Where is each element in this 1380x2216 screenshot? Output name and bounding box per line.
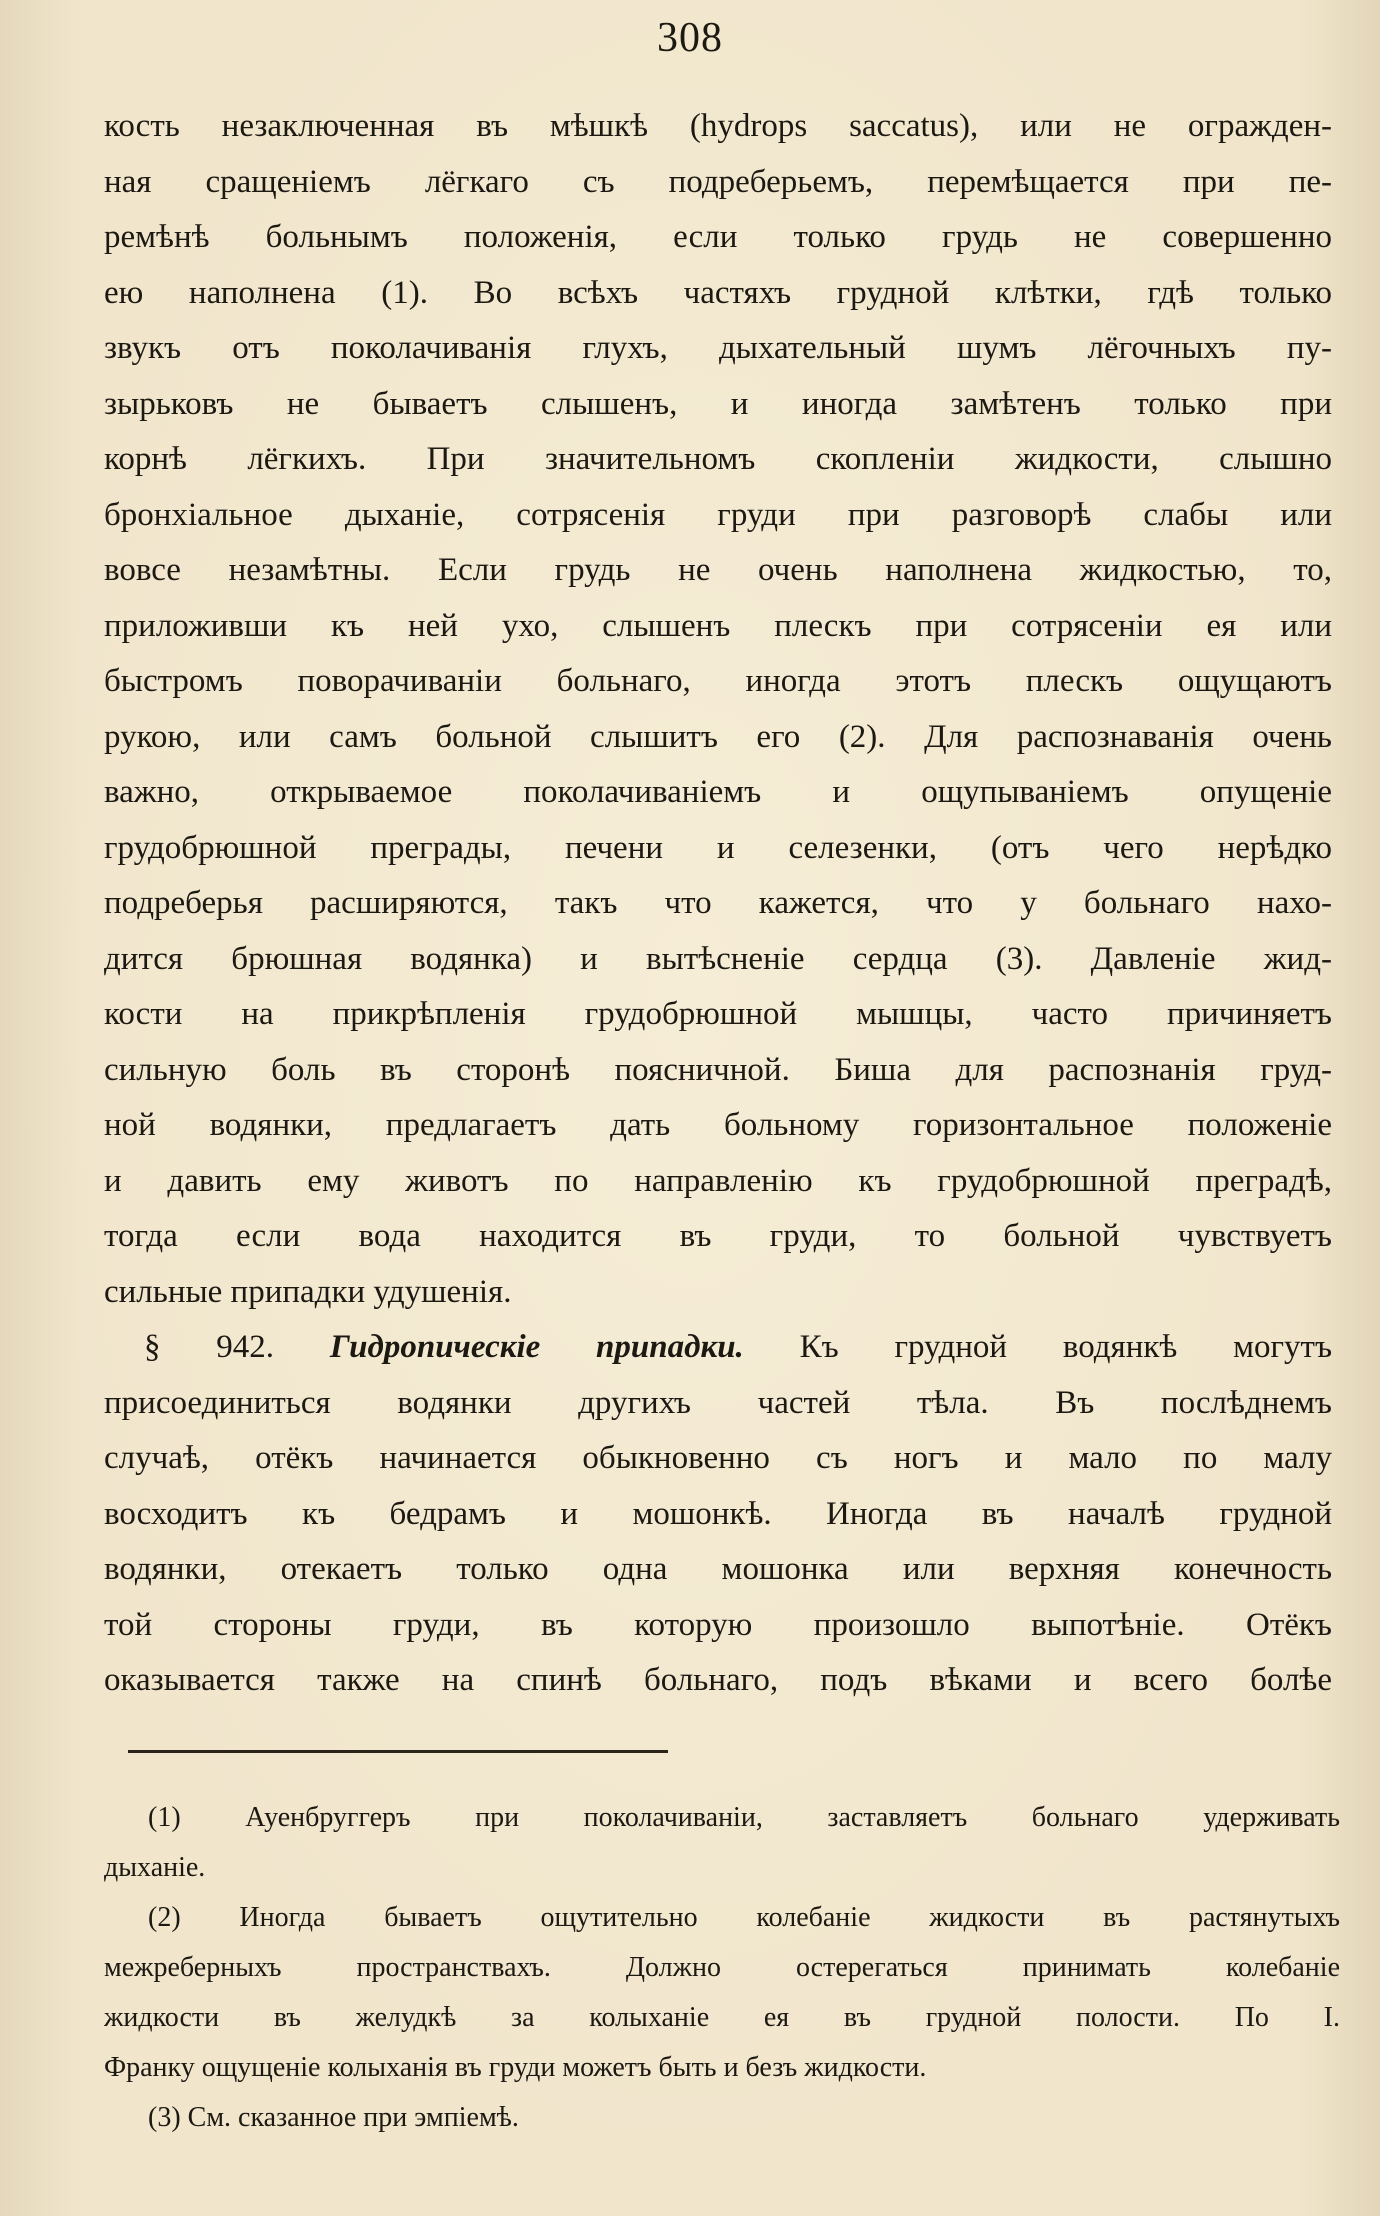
text-line: подреберья расширяются, такъ что кажется, что у больнаго нахо- [104,885,1332,921]
text-line: ею наполнена (1). Во всѣхъ частяхъ грудной клѣтки, гдѣ только [104,274,1332,311]
text-line: грудобрюшной преграды, печени и селезенки, (отъ чего нерѣдко [104,829,1332,866]
section-heading: Гидропическіе припадки. [329,1329,744,1365]
text-line: важно, открываемое поколачиваніемъ и ощупываніемъ опущеніе [104,774,1332,810]
footnote-line: (3) См. сказанное при эмпіемѣ. [148,2102,519,2133]
text-line: ремѣнѣ больнымъ положенія, если только грудь не совершенно [104,219,1332,255]
text-line: тогда если вода находится въ груди, то больной чувствуетъ [104,1218,1332,1254]
text-line: водянки, отекаетъ только одна мошонка или верхняя конечность [104,1551,1332,1587]
text-line: ной водянки, предлагаетъ дать больному горизонтальное положеніе [104,1107,1332,1143]
section-mark: § 942. [144,1329,275,1365]
footnote-rule [128,1750,668,1753]
footnote-line: (2) Иногда бываетъ ощутительно колебаніе жидкости въ растянутыхъ [148,1902,1340,1933]
text-line: оказывается также на спинѣ больнаго, подъ вѣками и всего болѣе [104,1662,1332,1698]
text-line: восходитъ къ бедрамъ и мошонкѣ. Иногда въ началѣ грудной [104,1495,1332,1532]
footnote-line: (1) Ауенбруггеръ при поколачиваніи, заставляетъ больнаго удерживать [148,1802,1340,1833]
text-line: быстромъ поворачиваніи больнаго, иногда этотъ плескъ ощущаютъ [104,663,1332,699]
text-line: кость незаключенная въ мѣшкѣ (hydrops saccatus), или не огражден- [104,108,1332,144]
text-line: сильные припадки удушенія. [104,1273,512,1310]
section-first-line [104,1320,1332,1376]
section-first-line-text: Къ грудной водянкѣ могутъ [799,1329,1332,1365]
text-line: случаѣ, отёкъ начинается обыкновенно съ ногъ и мало по малу [104,1440,1332,1476]
footnote-line: жидкости въ желудкѣ за колыханіе ея въ грудной полости. По І. [104,2002,1340,2033]
text-line: вовсе незамѣтны. Если грудь не очень наполнена жидкостью, то, [104,552,1332,588]
footnote-line: дыханіе. [104,1852,206,1883]
text-line: той стороны груди, въ которую произошло выпотѣніе. Отёкъ [104,1606,1332,1643]
footnotes [104,1793,1340,2143]
text-line: присоединиться водянки другихъ частей тѣла. Въ послѣднемъ [104,1384,1332,1421]
text-line: и давить ему животъ по направленію къ грудобрюшной преградѣ, [104,1162,1332,1199]
text-line: рукою, или самъ больной слышитъ его (2). Для распознаванія очень [104,718,1332,755]
page-number: 308 [657,15,723,61]
text-line: дится брюшная водянка) и вытѣсненіе сердца (3). Давленіе жид- [104,940,1332,977]
text-line: бронхіальное дыханіе, сотрясенія груди при разговорѣ слабы или [104,496,1332,533]
text-line: звукъ отъ поколачиванія глухъ, дыхательный шумъ лёгочныхъ пу- [104,330,1332,366]
main-text [104,99,1332,1709]
footnote-line: Франку ощущеніе колыханія въ груди можетъ быть и безъ жидкости. [104,2052,927,2083]
text-line: приложивши къ ней ухо, слышенъ плескъ при сотрясеніи ея или [104,607,1332,644]
text-line: ная сращеніемъ лёгкаго съ подреберьемъ, перемѣщается при пе- [104,163,1332,200]
text-line: зырьковъ не бываетъ слышенъ, и иногда замѣтенъ только при [104,385,1332,422]
text-line: корнѣ лёгкихъ. При значительномъ скопленіи жидкости, слышно [104,441,1332,477]
footnote-line: межреберныхъ пространствахъ. Должно остерегаться принимать колебаніе [104,1952,1340,1983]
text-line: сильную боль въ сторонѣ поясничной. Биша для распознанія груд- [104,1051,1332,1088]
text-line: кости на прикрѣпленія грудобрюшной мышцы, часто причиняетъ [104,996,1332,1032]
